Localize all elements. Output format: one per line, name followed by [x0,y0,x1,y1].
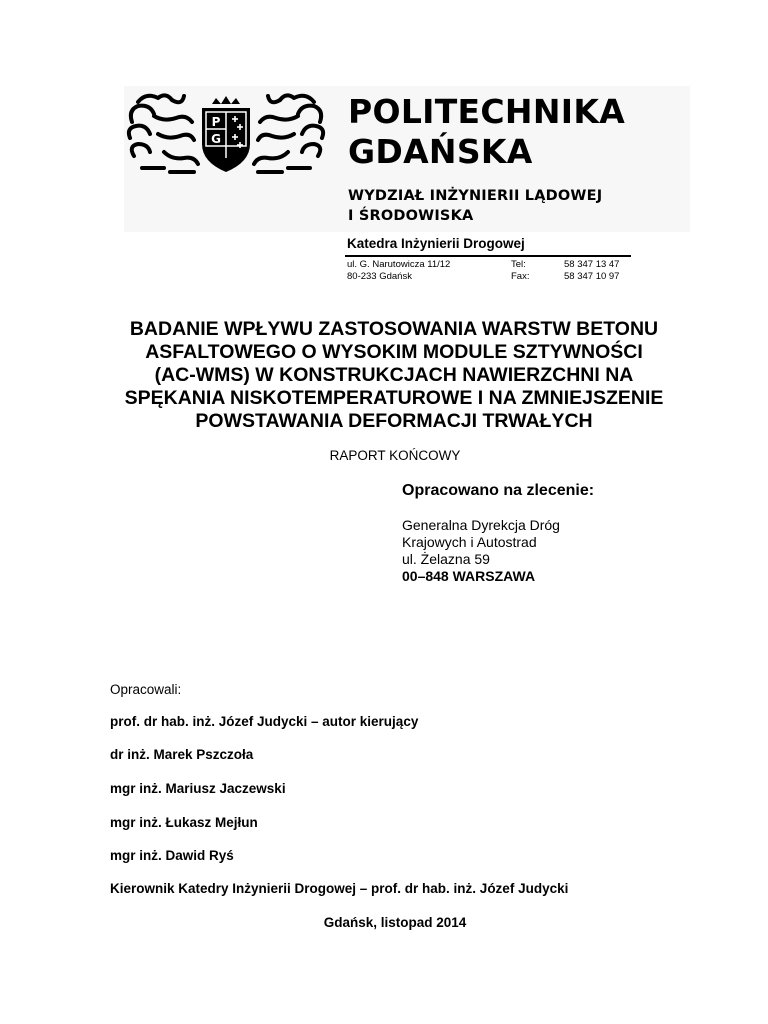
faculty-name [348,186,602,226]
emblem-letter-g: G [211,132,221,146]
commissioned-by-label: Opracowano na zlecenie: [402,482,595,499]
tel-value: 58 347 13 47 [564,259,620,270]
client-address-line: Generalna Dyrekcja Dróg [402,517,560,533]
department-head: Kierownik Katedry Inżynierii Drogowej – prof. dr hab. inż. Józef Judycki [110,881,569,896]
author-name: mgr inż. Dawid Ryś [110,848,234,863]
client-address [402,517,560,585]
faculty-name-line1: WYDZIAŁ INŻYNIERII LĄDOWEJ [348,188,603,204]
place-and-date: Gdańsk, listopad 2014 [323,915,467,930]
client-address-line: ul. Żelazna 59 [402,551,490,567]
fax-value: 58 347 10 97 [564,271,620,282]
address-city: 80-233 Gdańsk [347,271,412,282]
author-name: mgr inż. Mariusz Jaczewski [110,781,286,796]
university-name [348,92,625,172]
report-title-line: ASFALTOWEGO O WYSOKIM MODULE SZTYWNOŚCI [145,341,643,363]
author-name: dr inż. Marek Pszczoła [110,747,254,762]
department-name: Katedra Inżynierii Drogowej [347,236,525,251]
authors-label: Opracowali: [110,682,182,697]
university-emblem-logo [124,88,328,180]
client-address-line: Krajowych i Autostrad [402,534,537,550]
report-type-label: RAPORT KOŃCOWY [329,448,461,463]
client-address-line: 00–848 WARSZAWA [402,568,536,584]
university-name-line2: GDAŃSKA [348,132,533,171]
author-name: mgr inż. Łukasz Mejłun [110,815,258,830]
tel-label: Tel: [511,259,526,270]
department-divider [345,255,631,257]
fax-label: Fax: [511,271,530,282]
address-street: ul. G. Narutowicza 11/12 [347,259,451,270]
author-name: prof. dr hab. inż. Józef Judycki – autor kierujący [110,714,419,729]
report-title [96,318,692,433]
report-title-line: BADANIE WPŁYWU ZASTOSOWANIA WARSTW BETONU [129,318,659,340]
report-title-line: (AC-WMS) W KONSTRUKCJACH NAWIERZCHNI NA [154,364,634,386]
emblem-letter-p: P [211,115,221,129]
report-title-line: POWSTAWANIA DEFORMACJI TRWAŁYCH [195,410,593,432]
university-name-line1: POLITECHNIKA [348,92,626,131]
report-title-line: SPĘKANIA NISKOTEMPERATUROWE I NA ZMNIEJSZENIE [124,387,664,409]
faculty-name-line2: I ŚRODOWISKA [348,208,474,224]
